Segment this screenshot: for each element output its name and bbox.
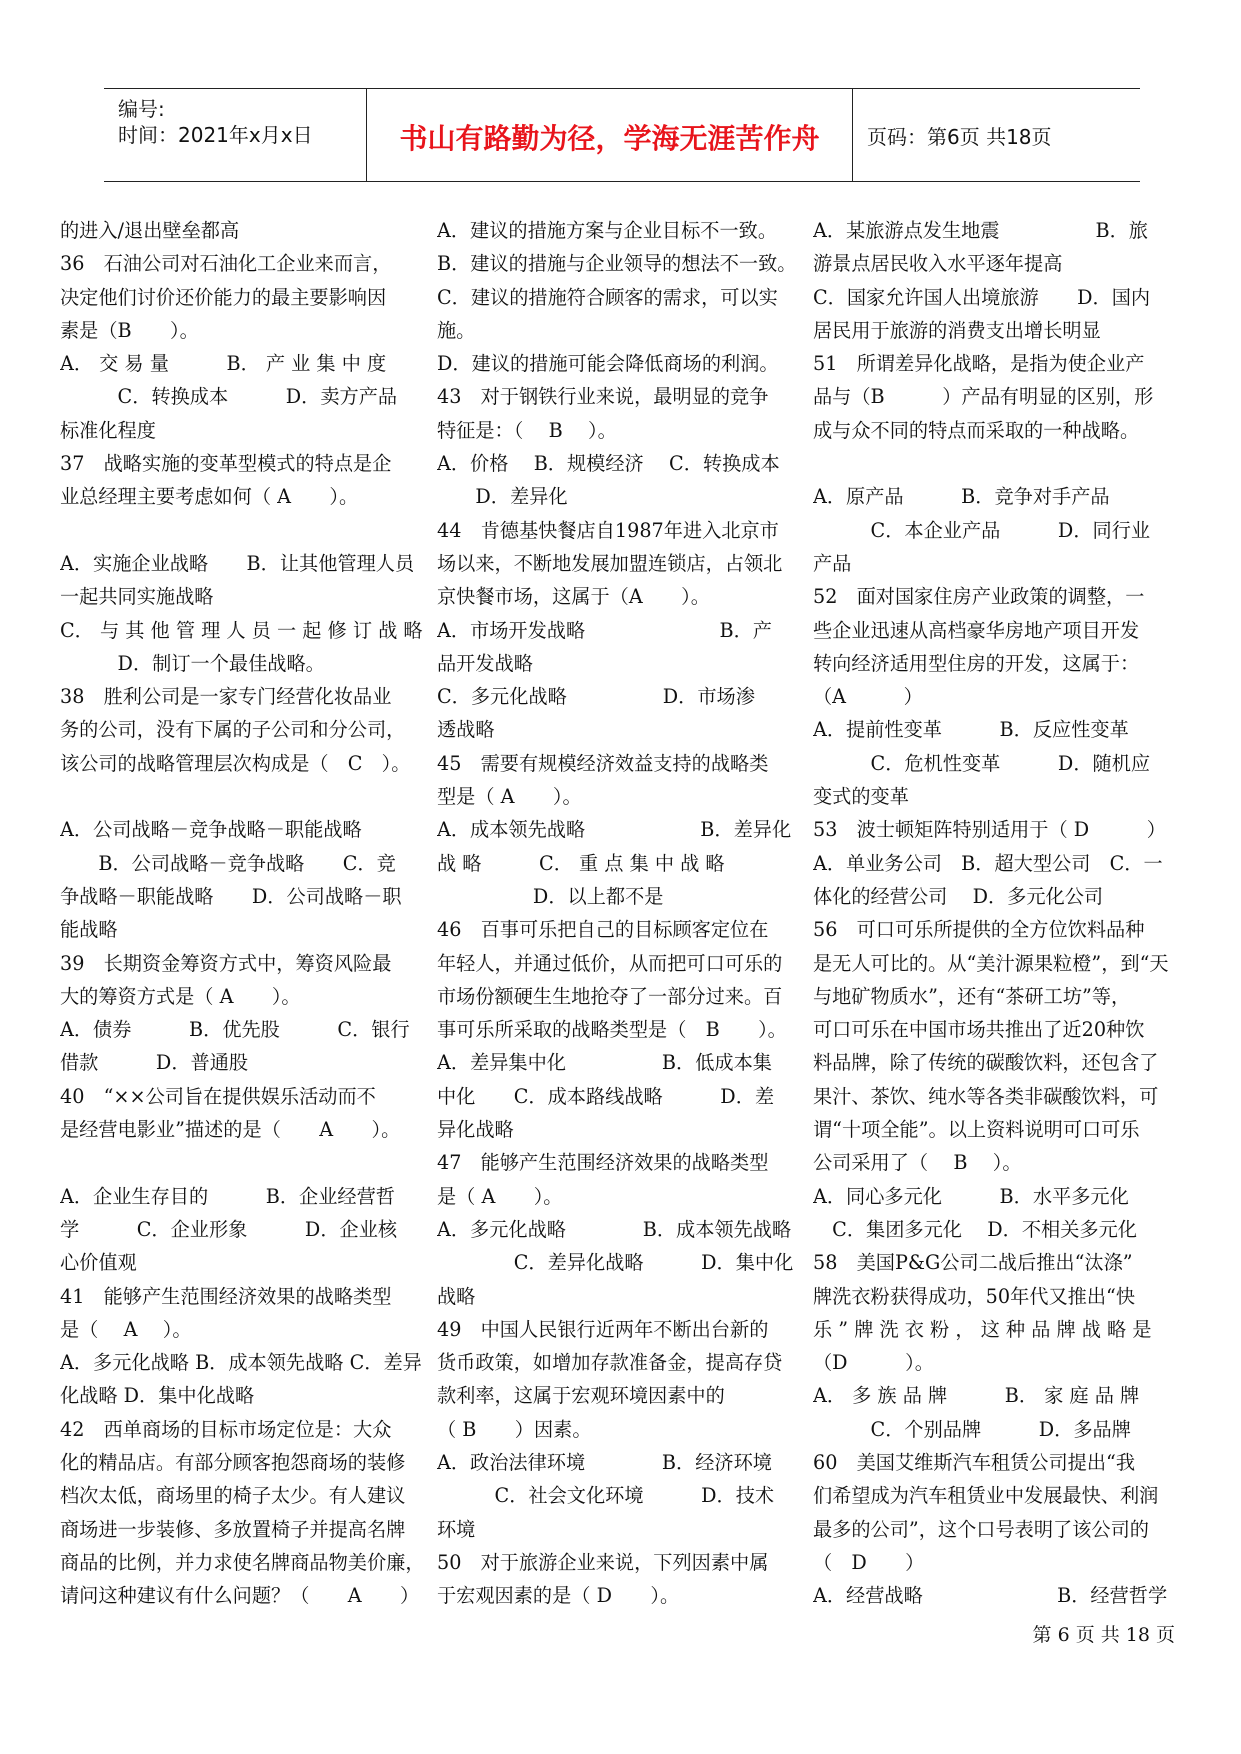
- text-line: 一起共同实施战略: [60, 585, 214, 609]
- text-line: A．某旅游点发生地震 B．旅: [813, 219, 1148, 242]
- text-line: A． 多 族 品 牌 B． 家 庭 品 牌: [813, 1384, 1140, 1408]
- text-line: 45 需要有规模经济效益支持的战略类: [437, 751, 769, 775]
- text-line: 产品: [813, 551, 852, 575]
- text-line: A．实施企业战略 B．让其他管理人员: [60, 551, 415, 575]
- text-line: 事可乐所采取的战略类型是（ B ）。: [437, 1018, 787, 1042]
- text-line: C．转换成本 D．卖方产品: [60, 385, 398, 409]
- text-line: 能战略: [60, 918, 118, 942]
- text-line: 与地矿物质水”，还有“茶研工坊”等，: [813, 984, 1131, 1008]
- text-line: 环境: [437, 1517, 476, 1541]
- text-line: 标准化程度: [60, 418, 156, 442]
- text-line: 谓“十项全能”。以上资料说明可口可乐: [813, 1118, 1140, 1142]
- text-column-1: [60, 214, 427, 1612]
- text-line: 型是（ A ）。: [437, 785, 582, 809]
- text-line: 品开发战略: [437, 651, 533, 675]
- text-line: A．债券 B．优先股 C．银行: [60, 1018, 410, 1042]
- text-line: A．多元化战略 B．成本领先战略: [437, 1217, 792, 1241]
- text-line: 是经营电影业”描述的是（ A ）。: [60, 1118, 401, 1142]
- text-line: 转向经济适用型住房的开发，这属于：: [813, 651, 1140, 675]
- text-line: D．差异化: [437, 485, 568, 509]
- text-line: 是（ A ）。: [437, 1184, 563, 1208]
- text-line: 49 中国人民银行近两年不断出台新的: [437, 1317, 769, 1341]
- header-right-cell: [853, 89, 1140, 181]
- text-line: 争战略－职能战略 D．公司战略－职: [60, 884, 402, 908]
- text-line: 战略: [437, 1284, 476, 1308]
- text-line: 化战略 D．集中化战略: [60, 1384, 255, 1408]
- text-line: 请问这种建议有什么问题？（ A ）: [60, 1584, 420, 1608]
- text-line: C．差异化战略 D．集中化: [437, 1251, 794, 1275]
- text-line: A． 交 易 量 B． 产 业 集 中 度: [60, 352, 387, 376]
- text-line: 化的精品店。有部分顾客抱怨商场的装修: [60, 1450, 406, 1474]
- text-line: A．原产品 B．竞争对手产品: [813, 485, 1110, 509]
- text-line: A．市场开发战略 B．产: [437, 618, 772, 642]
- text-line: 38 胜利公司是一家专门经营化妆品业: [60, 685, 392, 709]
- text-line: A．单业务公司 B．超大型公司 C．一: [813, 851, 1163, 875]
- text-line: 52 面对国家住房产业政策的调整，一: [813, 585, 1145, 609]
- text-line: 46 百事可乐把自己的目标顾客定位在: [437, 918, 769, 942]
- text-line: 心价值观: [60, 1251, 137, 1275]
- text-line: [60, 514, 427, 547]
- document-number-label: 编号:: [118, 97, 165, 121]
- text-line: 是（ A ）。: [60, 1317, 192, 1341]
- header-left-cell: [104, 89, 366, 181]
- text-line: C．社会文化环境 D．技术: [437, 1484, 775, 1508]
- text-line: A．差异集中化 B．低成本集: [437, 1051, 772, 1075]
- text-line: C．国家允许国人出境旅游 D．国内: [813, 285, 1151, 309]
- page-footer: 第 6 页 共 18 页: [1032, 1624, 1175, 1646]
- text-line: A．企业生存目的 B．企业经营哲: [60, 1184, 395, 1208]
- text-line: C．集团多元化 D．不相关多元化: [813, 1217, 1137, 1241]
- text-line: 款利率，这属于宏观环境因素中的: [437, 1384, 725, 1408]
- text-line: 京快餐市场，这属于（A ）。: [437, 585, 710, 609]
- text-line: A．经营战略 B．经营哲学: [813, 1584, 1168, 1608]
- text-line: 特征是：（ B ）。: [437, 418, 617, 442]
- text-line: 50 对于旅游企业来说，下列因素中属: [437, 1550, 769, 1574]
- text-line: 档次太低，商场里的椅子太少。有人建议: [60, 1484, 406, 1508]
- text-line: 异化战略: [437, 1118, 514, 1142]
- text-line: 学 C．企业形象 D．企业核: [60, 1217, 398, 1241]
- text-line: A．成本领先战略 B．差异化: [437, 818, 792, 842]
- text-line: 施。: [437, 318, 476, 342]
- text-line: C．本企业产品 D．同行业: [813, 518, 1151, 542]
- text-line: A．多元化战略 B．成本领先战略 C．差异: [60, 1351, 422, 1375]
- text-line: 牌洗衣粉获得成功，50年代又推出“快: [813, 1284, 1136, 1308]
- text-line: 公司采用了（ B ）。: [813, 1151, 1022, 1175]
- text-line: 51 所谓差异化战略，是指为使企业产: [813, 352, 1145, 376]
- text-line: B．公司战略－竞争战略 C．竞: [60, 851, 396, 875]
- page-number-label: 页码：第6页 共18页: [867, 125, 1052, 149]
- header-table: [104, 88, 1140, 182]
- text-line: 最多的公司”，这个口号表明了该公司的: [813, 1517, 1149, 1541]
- text-line: 47 能够产生范围经济效果的战略类型: [437, 1151, 769, 1175]
- text-line: 于宏观因素的是（ D ）。: [437, 1584, 680, 1608]
- text-line: 场以来，不断地发展加盟连锁店，占领北: [437, 551, 783, 575]
- text-line: 42 西单商场的目标市场定位是：大众: [60, 1417, 392, 1441]
- text-line: 料品牌，除了传统的碳酸饮料，还包含了: [813, 1051, 1159, 1075]
- text-line: 透战略: [437, 718, 495, 742]
- text-line: 体化的经营公司 D．多元化公司: [813, 884, 1104, 908]
- text-line: 货币政策，如增加存款准备金，提高存贷: [437, 1351, 783, 1375]
- text-line: 36 石油公司对石油化工企业来而言，: [60, 252, 392, 276]
- text-line: 37 战略实施的变革型模式的特点是企: [60, 452, 392, 476]
- text-line: 60 美国艾维斯汽车租赁公司提出“我: [813, 1450, 1136, 1474]
- text-line: 果汁、茶饮、纯水等各类非碳酸饮料，可: [813, 1084, 1159, 1108]
- text-line: 中化 C．成本路线战略 D．差: [437, 1084, 775, 1108]
- text-line: 43 对于钢铁行业来说，最明显的竞争: [437, 385, 769, 409]
- text-column-3: [813, 214, 1180, 1612]
- text-line: C．个别品牌 D．多品牌: [813, 1417, 1131, 1441]
- text-line: D．以上都不是: [437, 884, 664, 908]
- text-line: 乐 ” 牌 洗 衣 粉 ， 这 种 品 牌 战 略 是: [813, 1317, 1152, 1341]
- text-line: （A ）: [813, 685, 923, 709]
- motto-heading: 书山有路勤为径，学海无涯苦作舟: [399, 122, 820, 155]
- text-line: 务的公司，没有下属的子公司和分公司，: [60, 718, 406, 742]
- text-line: （ B ）因素。: [437, 1417, 592, 1441]
- text-line: 市场份额硬生生地抢夺了一部分过来。百: [437, 984, 783, 1008]
- text-line: 56 可口可乐所提供的全方位饮料品种: [813, 918, 1145, 942]
- header-motto-cell: [366, 89, 853, 181]
- text-line: D．建议的措施可能会降低商场的利润。: [437, 352, 779, 376]
- text-line: 年轻人，并通过低价，从而把可口可乐的: [437, 951, 783, 975]
- text-line: C． 与 其 他 管 理 人 员 一 起 修 订 战 略: [60, 618, 423, 642]
- text-line: 品与（B ）产品有明显的区别，形: [813, 385, 1154, 409]
- text-line: 居民用于旅游的消费支出增长明显: [813, 318, 1101, 342]
- text-line: 该公司的战略管理层次构成是（ C ）。: [60, 751, 411, 775]
- text-line: 些企业迅速从高档豪华房地产项目开发: [813, 618, 1140, 642]
- text-line: 41 能够产生范围经济效果的战略类型: [60, 1284, 392, 1308]
- text-line: A．政治法律环境 B．经济环境: [437, 1450, 772, 1474]
- text-line: 决定他们讨价还价能力的最主要影响因: [60, 285, 387, 309]
- text-line: 39 长期资金筹资方式中，筹资风险最: [60, 951, 392, 975]
- text-line: 44 肯德基快餐店自1987年进入北京市: [437, 518, 779, 542]
- text-line: 58 美国P&G公司二战后推出“汰涤”: [813, 1251, 1133, 1275]
- text-line: B．建议的措施与企业领导的想法不一致。: [437, 252, 797, 276]
- text-line: 战 略 C． 重 点 集 中 战 略: [437, 851, 725, 875]
- text-line: A．提前性变革 B．反应性变革: [813, 718, 1129, 742]
- text-line: C．危机性变革 D．随机应: [813, 751, 1151, 775]
- text-line: 大的筹资方式是（ A ）。: [60, 984, 301, 1008]
- text-line: A．价格 B．规模经济 C．转换成本: [437, 452, 780, 476]
- text-line: 业总经理主要考虑如何（ A ）。: [60, 485, 359, 509]
- text-line: 53 波士顿矩阵特别适用于（ D ）: [813, 818, 1166, 842]
- text-line: 40 “××公司旨在提供娱乐活动而不: [60, 1084, 376, 1108]
- text-line: 游景点居民收入水平逐年提高: [813, 252, 1063, 276]
- text-line: C．多元化战略 D．市场渗: [437, 685, 755, 709]
- text-line: C．建议的措施符合顾客的需求，可以实: [437, 285, 778, 309]
- text-line: [813, 447, 1180, 480]
- text-line: 素是（B ）。: [60, 318, 199, 342]
- text-line: A．同心多元化 B．水平多元化: [813, 1184, 1129, 1208]
- document-time-label: 时间：2021年x月x日: [118, 123, 313, 147]
- text-line: 借款 D．普通股: [60, 1051, 249, 1075]
- text-column-2: [437, 214, 804, 1612]
- text-line: [60, 1146, 427, 1179]
- text-line: 是无人可比的。从“美汁源果粒橙”，到“天: [813, 951, 1169, 975]
- text-line: 们希望成为汽车租赁业中发展最快、利润: [813, 1484, 1159, 1508]
- text-line: 商场进一步装修、多放置椅子并提高名牌: [60, 1517, 406, 1541]
- text-line: 变式的变革: [813, 785, 909, 809]
- text-line: A．公司战略－竞争战略－职能战略: [60, 818, 362, 842]
- text-line: 可口可乐在中国市场共推出了近20种饮: [813, 1018, 1145, 1042]
- text-line: 成与众不同的特点而采取的一种战略。: [813, 418, 1140, 442]
- text-line: A．建议的措施方案与企业目标不一致。: [437, 219, 778, 242]
- text-line: （D ）。: [813, 1351, 934, 1375]
- text-line: （ D ）: [813, 1550, 925, 1574]
- text-line: [60, 780, 427, 813]
- text-line: D．制订一个最佳战略。: [60, 651, 325, 675]
- text-line: 商品的比例，并力求使名牌商品物美价廉，: [60, 1550, 425, 1574]
- text-line: 的进入/退出壁垒都高: [60, 219, 240, 242]
